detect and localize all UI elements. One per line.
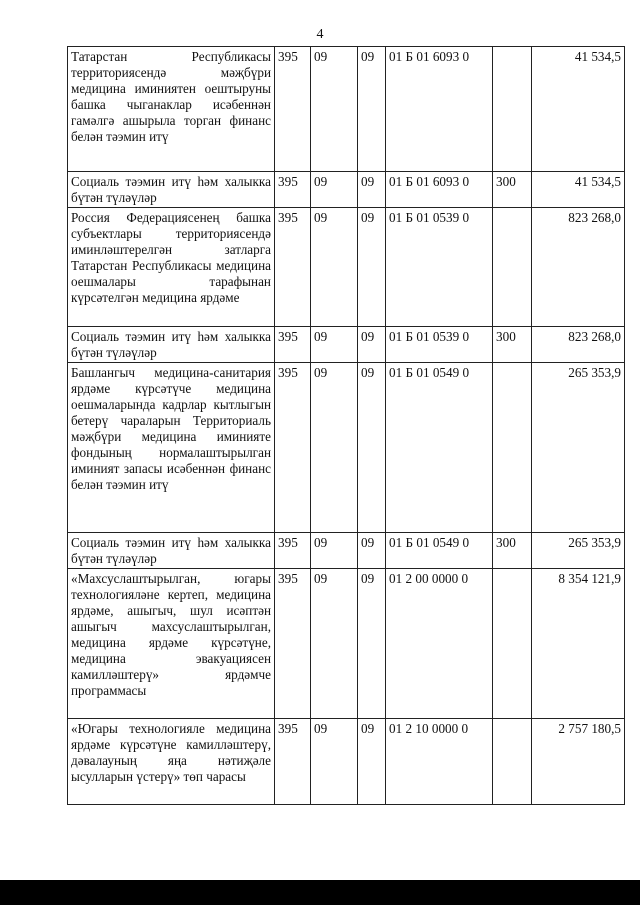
scan-edge-bar [0,880,640,905]
row-name: «Махсуслаштырылган, югары технологияләне кертеп, медицина ярдәме, ашыгыч, шул исәптән ашыгыч махсуслаштырылган, медицина ярдәме күрсәтүне, медицина эвакуациясен камилләштерү» ярдәмче программасы [68,569,275,719]
expense-type-code [493,208,532,327]
ministry-code: 395 [275,208,311,327]
row-name: Татарстан Республикасы территориясендә мәҗбүри медицина иминиятен оештыруны башка чыганаклар исәбеннән гамәлгә ашырыла торган финанс белән тәэмин итү [68,47,275,172]
row-name: Социаль тәэмин итү һәм халыкка бүтән түләүләр [68,327,275,363]
expense-type-code: 300 [493,327,532,363]
section-code: 09 [311,172,358,208]
ministry-code: 395 [275,719,311,805]
target-code: 01 Б 01 0549 0 [386,533,493,569]
table-row [68,719,625,805]
section-code: 09 [311,569,358,719]
ministry-code: 395 [275,363,311,533]
expense-type-code [493,363,532,533]
page-number: 4 [316,27,324,42]
amount-value: 8 354 121,9 [532,569,625,719]
budget-table [67,46,625,805]
section-code: 09 [311,208,358,327]
ministry-code: 395 [275,172,311,208]
table-row [68,47,625,172]
section-code: 09 [311,47,358,172]
amount-value: 265 353,9 [532,363,625,533]
amount-value: 41 534,5 [532,172,625,208]
subsection-code: 09 [358,47,386,172]
target-code: 01 Б 01 0539 0 [386,327,493,363]
amount-value: 823 268,0 [532,208,625,327]
subsection-code: 09 [358,569,386,719]
expense-type-code [493,47,532,172]
row-name: Социаль тәэмин итү һәм халыкка бүтән түләүләр [68,172,275,208]
section-code: 09 [311,327,358,363]
ministry-code: 395 [275,327,311,363]
table-row [68,208,625,327]
target-code: 01 Б 01 0549 0 [386,363,493,533]
target-code: 01 Б 01 6093 0 [386,47,493,172]
row-name: Социаль тәэмин итү һәм халыкка бүтән түләүләр [68,533,275,569]
subsection-code: 09 [358,533,386,569]
target-code: 01 Б 01 6093 0 [386,172,493,208]
subsection-code: 09 [358,327,386,363]
target-code: 01 2 10 0000 0 [386,719,493,805]
table-row [68,172,625,208]
row-name: «Югары технологияле медицина ярдәме күрсәтүне камилләштерү, дәвалауның яңа нәтиҗәле ысулларын үстерү» төп чарасы [68,719,275,805]
table-row [68,533,625,569]
amount-value: 823 268,0 [532,327,625,363]
subsection-code: 09 [358,172,386,208]
amount-value: 265 353,9 [532,533,625,569]
ministry-code: 395 [275,569,311,719]
subsection-code: 09 [358,363,386,533]
ministry-code: 395 [275,533,311,569]
table-row [68,569,625,719]
amount-value: 2 757 180,5 [532,719,625,805]
ministry-code: 395 [275,47,311,172]
expense-type-code: 300 [493,533,532,569]
section-code: 09 [311,363,358,533]
expense-type-code: 300 [493,172,532,208]
row-name: Башлангыч медицина-санитария ярдәме күрсәтүче медицина оешмаларында кадрлар кытлыгын бетерү чараларын Территориаль мәҗбүри медицина иминияте фондының нормалаштырылган иминият запасы исәбеннән финанс белән тәэмин итү [68,363,275,533]
expense-type-code [493,719,532,805]
table-row [68,363,625,533]
expense-type-code [493,569,532,719]
subsection-code: 09 [358,719,386,805]
section-code: 09 [311,719,358,805]
subsection-code: 09 [358,208,386,327]
amount-value: 41 534,5 [532,47,625,172]
table-row [68,327,625,363]
row-name: Россия Федерациясенең башка субъектлары территориясендә иминләштерелгән затларга Татарстан Республикасы медицина оешмалары тарафынан күрсәтелгән медицина ярдәме [68,208,275,327]
target-code: 01 2 00 0000 0 [386,569,493,719]
section-code: 09 [311,533,358,569]
target-code: 01 Б 01 0539 0 [386,208,493,327]
